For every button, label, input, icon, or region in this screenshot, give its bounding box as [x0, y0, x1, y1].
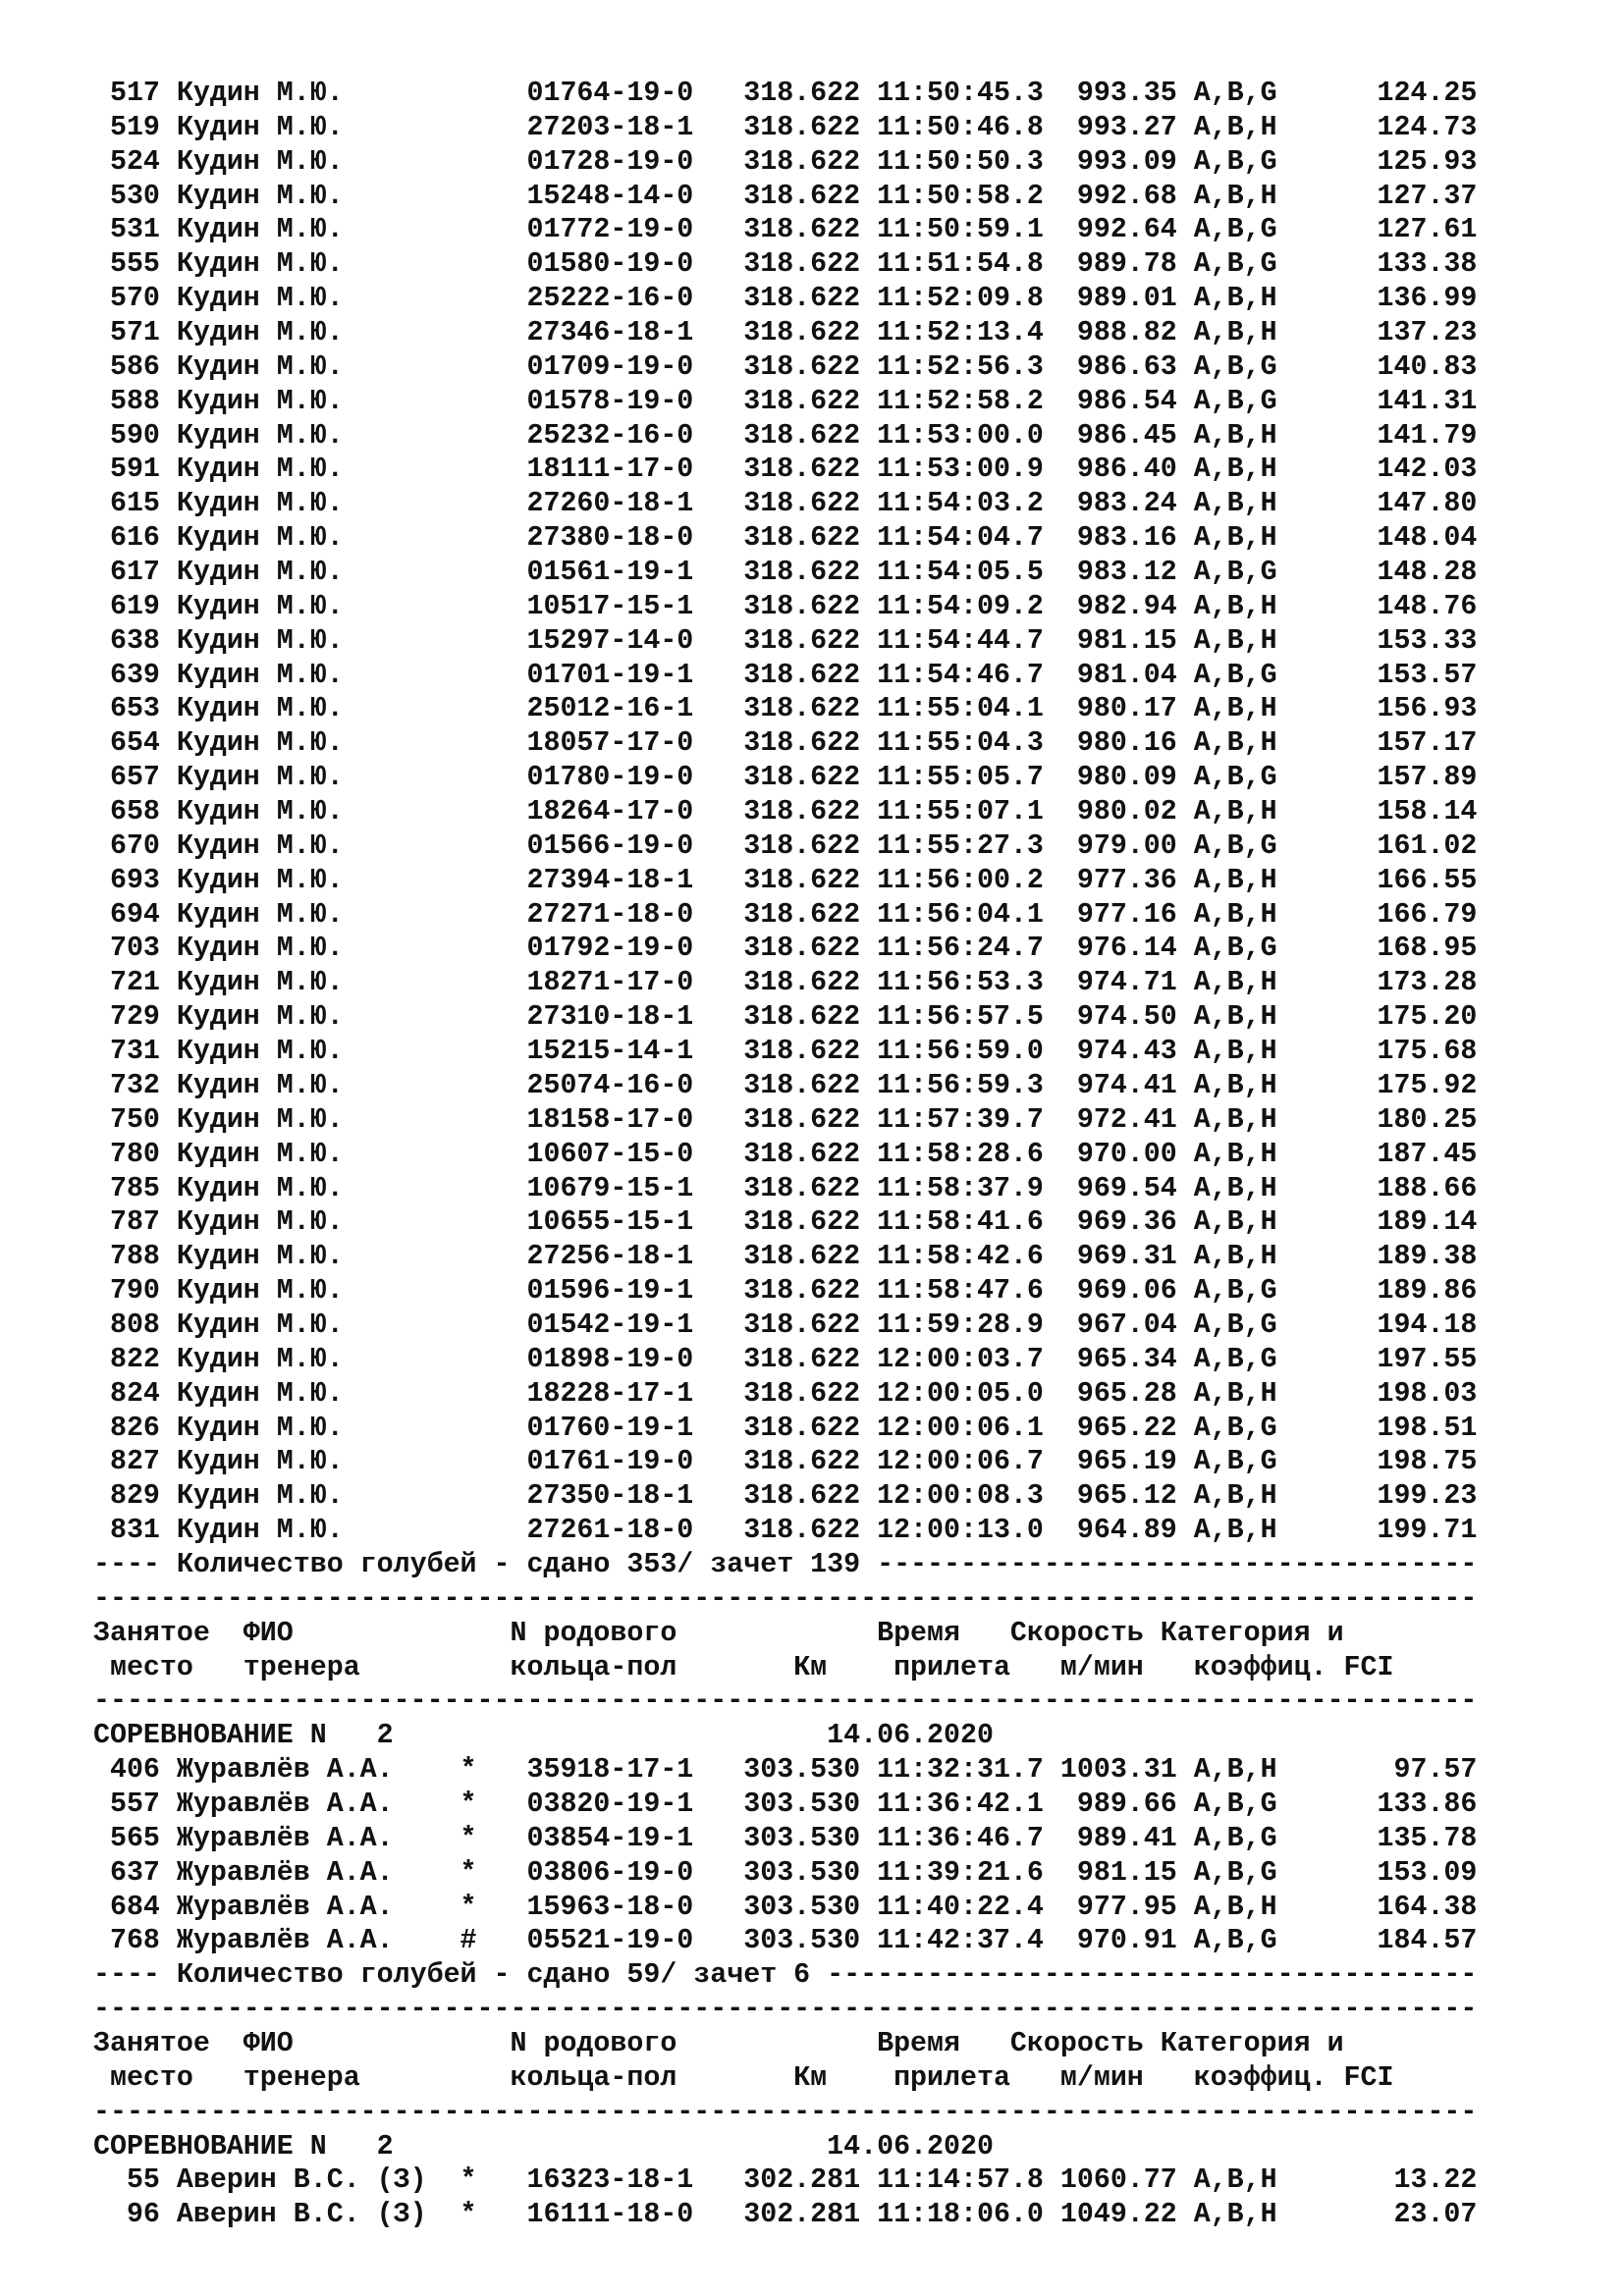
- result-row: 557 Журавлёв А.А. * 03820-19-1 303.530 11:36:42.1 989.66 A,B,G 133.86: [77, 1788, 1478, 1820]
- result-row: 638 Кудин М.Ю. 15297-14-0 318.622 11:54:44.7 981.15 A,B,H 153.33: [77, 624, 1478, 657]
- result-row: 729 Кудин М.Ю. 27310-18-1 318.622 11:56:57.5 974.50 A,B,H 175.20: [77, 1001, 1478, 1034]
- result-row: 406 Журавлёв А.А. * 35918-17-1 303.530 11:32:31.7 1003.31 A,B,H 97.57: [77, 1754, 1478, 1787]
- result-row: 617 Кудин М.Ю. 01561-19-1 318.622 11:54:05.5 983.12 A,B,G 148.28: [77, 557, 1478, 589]
- result-row: 703 Кудин М.Ю. 01792-19-0 318.622 11:56:24.7 976.14 A,B,G 168.95: [77, 933, 1478, 965]
- result-row: 555 Кудин М.Ю. 01580-19-0 318.622 11:51:54.8 989.78 A,B,G 133.38: [77, 248, 1478, 281]
- result-row: 55 Аверин В.С. (З) * 16323-18-1 302.281 11:14:57.8 1060.77 A,B,H 13.22: [77, 2164, 1478, 2197]
- result-row: 657 Кудин М.Ю. 01780-19-0 318.622 11:55:05.7 980.09 A,B,G 157.89: [77, 762, 1478, 794]
- result-row: 780 Кудин М.Ю. 10607-15-0 318.622 11:58:28.6 970.00 A,B,H 187.45: [77, 1138, 1478, 1170]
- result-row: 653 Кудин М.Ю. 25012-16-1 318.622 11:55:04.1 980.17 A,B,H 156.93: [77, 693, 1478, 725]
- result-row: 750 Кудин М.Ю. 18158-17-0 318.622 11:57:39.7 972.41 A,B,H 180.25: [77, 1103, 1478, 1136]
- result-row: 531 Кудин М.Ю. 01772-19-0 318.622 11:50:59.1 992.64 A,B,G 127.61: [77, 214, 1478, 246]
- column-header-line-1: Занятое ФИО N родового Время Скорость Категория и: [77, 1617, 1344, 1649]
- result-row: 654 Кудин М.Ю. 18057-17-0 318.622 11:55:04.3 980.16 A,B,H 157.17: [77, 727, 1478, 760]
- separator-line: -----------------------------------------------------------------------------------: [77, 1994, 1478, 2026]
- result-row: 619 Кудин М.Ю. 10517-15-1 318.622 11:54:09.2 982.94 A,B,H 148.76: [77, 590, 1478, 622]
- result-row: 808 Кудин М.Ю. 01542-19-1 318.622 11:59:28.9 967.04 A,B,G 194.18: [77, 1308, 1478, 1341]
- competition-heading: СОРЕВНОВАНИЕ N 2 14.06.2020: [77, 1720, 994, 1752]
- result-row: 517 Кудин М.Ю. 01764-19-0 318.622 11:50:45.3 993.35 A,B,G 124.25: [77, 78, 1478, 109]
- result-row: 588 Кудин М.Ю. 01578-19-0 318.622 11:52:58.2 986.54 A,B,G 141.31: [77, 385, 1478, 417]
- result-row: 591 Кудин М.Ю. 18111-17-0 318.622 11:53:00.9 986.40 A,B,H 142.03: [77, 454, 1478, 486]
- column-header-line-2: место тренера кольца-пол Км прилета м/мин коэффиц. FCI: [77, 2061, 1394, 2094]
- result-row: 586 Кудин М.Ю. 01709-19-0 318.622 11:52:56.3 986.63 A,B,G 140.83: [77, 350, 1478, 383]
- result-row: 524 Кудин М.Ю. 01728-19-0 318.622 11:50:50.3 993.09 A,B,G 125.93: [77, 145, 1478, 178]
- column-header-line-2: место тренера кольца-пол Км прилета м/мин коэффиц. FCI: [77, 1651, 1394, 1683]
- result-row: 530 Кудин М.Ю. 15248-14-0 318.622 11:50:58.2 992.68 A,B,H 127.37: [77, 180, 1478, 212]
- separator-line: -----------------------------------------------------------------------------------: [77, 2096, 1478, 2128]
- result-row: 768 Журавлёв А.А. # 05521-19-0 303.530 11:42:37.4 970.91 A,B,G 184.57: [77, 1925, 1478, 1957]
- result-row: 790 Кудин М.Ю. 01596-19-1 318.622 11:58:47.6 969.06 A,B,G 189.86: [77, 1275, 1478, 1308]
- result-row: 96 Аверин В.С. (З) * 16111-18-0 302.281 11:18:06.0 1049.22 A,B,H 23.07: [77, 2199, 1478, 2231]
- result-row: 826 Кудин М.Ю. 01760-19-1 318.622 12:00:06.1 965.22 A,B,G 198.51: [77, 1412, 1478, 1444]
- result-row: 721 Кудин М.Ю. 18271-17-0 318.622 11:56:53.3 974.71 A,B,H 173.28: [77, 967, 1478, 999]
- result-row: 787 Кудин М.Ю. 10655-15-1 318.622 11:58:41.6 969.36 A,B,H 189.14: [77, 1206, 1478, 1239]
- result-row: 615 Кудин М.Ю. 27260-18-1 318.622 11:54:03.2 983.24 A,B,H 147.80: [77, 488, 1478, 520]
- result-row: 616 Кудин М.Ю. 27380-18-0 318.622 11:54:04.7 983.16 A,B,H 148.04: [77, 522, 1478, 555]
- result-row: 824 Кудин М.Ю. 18228-17-1 318.622 12:00:05.0 965.28 A,B,H 198.03: [77, 1377, 1478, 1410]
- result-row: 831 Кудин М.Ю. 27261-18-0 318.622 12:00:13.0 964.89 A,B,H 199.71: [77, 1515, 1478, 1547]
- result-row: 785 Кудин М.Ю. 10679-15-1 318.622 11:58:37.9 969.54 A,B,H 188.66: [77, 1172, 1478, 1204]
- result-row: 637 Журавлёв А.А. * 03806-19-0 303.530 11:39:21.6 981.15 A,B,G 153.09: [77, 1856, 1478, 1889]
- result-row: 694 Кудин М.Ю. 27271-18-0 318.622 11:56:04.1 977.16 A,B,H 166.79: [77, 898, 1478, 931]
- result-row: 684 Журавлёв А.А. * 15963-18-0 303.530 11:40:22.4 977.95 A,B,H 164.38: [77, 1891, 1478, 1923]
- result-row: 829 Кудин М.Ю. 27350-18-1 318.622 12:00:08.3 965.12 A,B,H 199.23: [77, 1480, 1478, 1513]
- separator-line: -----------------------------------------------------------------------------------: [77, 1685, 1478, 1718]
- result-row: 827 Кудин М.Ю. 01761-19-0 318.622 12:00:06.7 965.19 A,B,G 198.75: [77, 1446, 1478, 1478]
- result-row: 822 Кудин М.Ю. 01898-19-0 318.622 12:00:03.7 965.34 A,B,G 197.55: [77, 1343, 1478, 1375]
- result-row: 658 Кудин М.Ю. 18264-17-0 318.622 11:55:07.1 980.02 A,B,H 158.14: [77, 796, 1478, 828]
- result-row: 731 Кудин М.Ю. 15215-14-1 318.622 11:56:59.0 974.43 A,B,H 175.68: [77, 1036, 1478, 1068]
- competition-heading: СОРЕВНОВАНИЕ N 2 14.06.2020: [77, 2130, 994, 2163]
- result-row: 590 Кудин М.Ю. 25232-16-0 318.622 11:53:00.0 986.45 A,B,H 141.79: [77, 419, 1478, 452]
- result-row: 732 Кудин М.Ю. 25074-16-0 318.622 11:56:59.3 974.41 A,B,H 175.92: [77, 1069, 1478, 1101]
- column-header-line-1: Занятое ФИО N родового Время Скорость Категория и: [77, 2027, 1344, 2059]
- result-row: 639 Кудин М.Ю. 01701-19-1 318.622 11:54:46.7 981.04 A,B,G 153.57: [77, 659, 1478, 691]
- result-row: 670 Кудин М.Ю. 01566-19-0 318.622 11:55:27.3 979.00 A,B,G 161.02: [77, 829, 1478, 862]
- result-row: 571 Кудин М.Ю. 27346-18-1 318.622 11:52:13.4 988.82 A,B,H 137.23: [77, 317, 1478, 349]
- result-row: 519 Кудин М.Ю. 27203-18-1 318.622 11:50:46.8 993.27 A,B,H 124.73: [77, 111, 1478, 143]
- result-row: 570 Кудин М.Ю. 25222-16-0 318.622 11:52:09.8 989.01 A,B,H 136.99: [77, 283, 1478, 315]
- result-row: 693 Кудин М.Ю. 27394-18-1 318.622 11:56:00.2 977.36 A,B,H 166.55: [77, 864, 1478, 896]
- result-row: 565 Журавлёв А.А. * 03854-19-1 303.530 11:36:46.7 989.41 A,B,G 135.78: [77, 1822, 1478, 1854]
- pigeon-count-line: ---- Количество голубей - сдано 353/ зачет 139 ------------------------------------: [77, 1548, 1478, 1580]
- pigeon-count-line: ---- Количество голубей - сдано 59/ зачет 6 ---------------------------------------: [77, 1959, 1478, 1992]
- separator-line: -----------------------------------------------------------------------------------: [77, 1582, 1478, 1615]
- results-listing: [77, 77, 1477, 2232]
- result-row: 788 Кудин М.Ю. 27256-18-1 318.622 11:58:42.6 969.31 A,B,H 189.38: [77, 1241, 1478, 1273]
